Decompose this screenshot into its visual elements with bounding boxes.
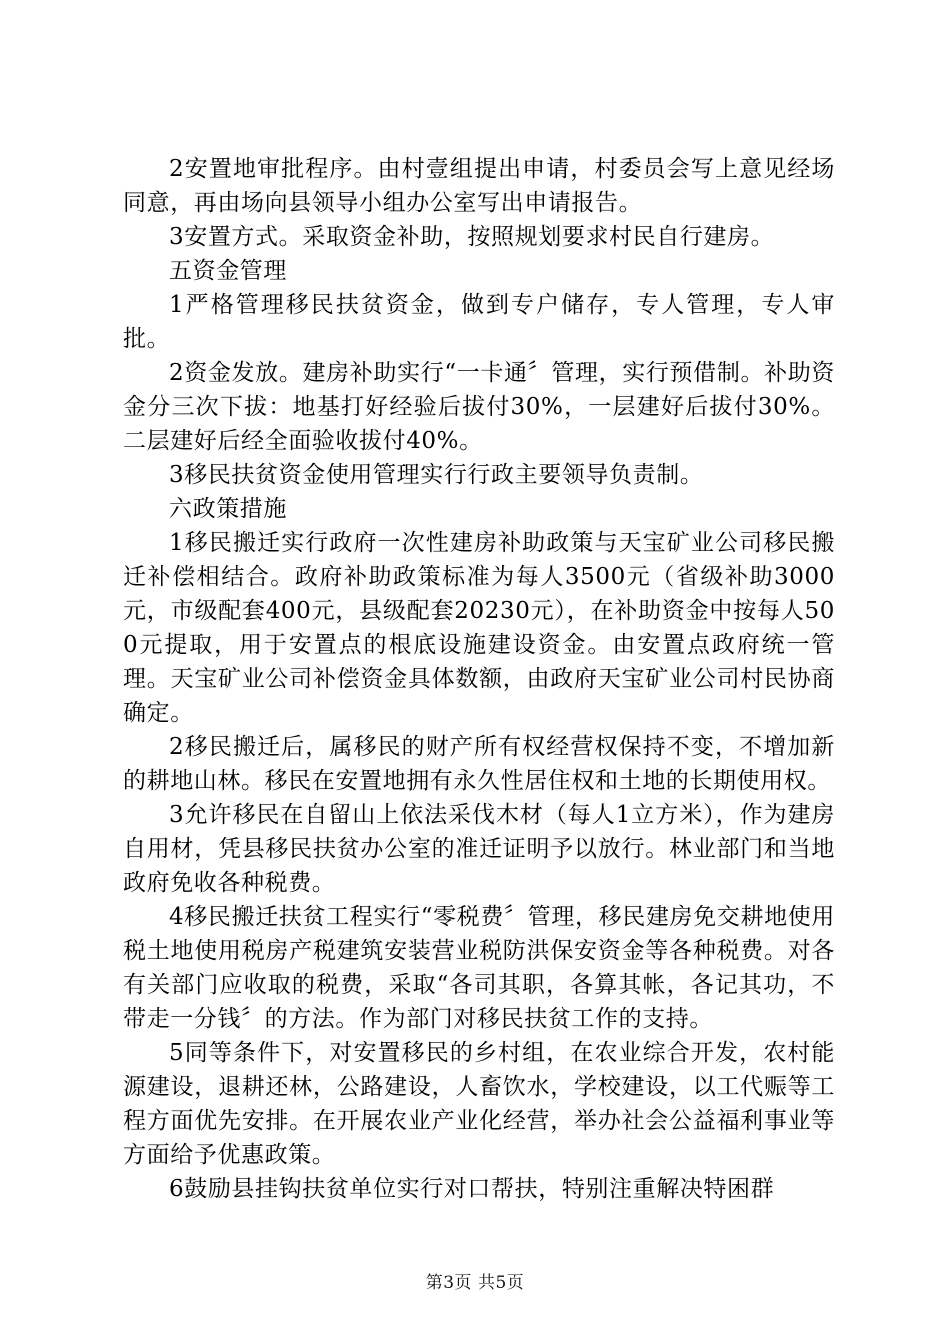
- paragraph-approval-procedure: 2安置地审批程序。由村壹组提出申请，村委员会写上意见经场同意，再由场向县领导小组办公室写出申请报告。: [123, 156, 835, 216]
- paragraph-policy-subsidy: 1移民搬迁实行政府一次性建房补助政策与天宝矿业公司移民搬迁补偿相结合。政府补助政策标准为每人3500元（省级补助3000元，市级配套400元，县级配套20230元），在补助资金中按每人500元提取，用于安置点的根底设施建设资金。由安置点政府统一管理。天宝矿业公司补偿资金具体数额，由政府天宝矿业公司村民协商确定。: [123, 530, 835, 726]
- section-heading-policy-measures: 六政策措施: [169, 496, 287, 522]
- paragraph-fund-responsibility: 3移民扶贫资金使用管理实行行政主要领导负责制。: [169, 462, 704, 488]
- document-body: [123, 152, 835, 1206]
- paragraph-policy-priority: 5同等条件下，对安置移民的乡村组，在农业综合开发，农村能源建设，退耕还林，公路建设，人畜饮水，学校建设，以工代赈等工程方面优先安排。在开展农业产业化经营，举办社会公益福利事业等方面给予优惠政策。: [123, 1040, 835, 1168]
- section-heading-fund-management: 五资金管理: [169, 258, 287, 284]
- paragraph-policy-paired-assistance: 6鼓励县挂钩扶贫单位实行对口帮扶，特别注重解决特困群: [169, 1176, 775, 1202]
- paragraph-policy-property-rights: 2移民搬迁后，属移民的财产所有权经营权保持不变，不增加新的耕地山林。移民在安置地拥有永久性居住权和土地的长期使用权。: [123, 734, 835, 794]
- paragraph-settlement-method: 3安置方式。采取资金补助，按照规划要求村民自行建房。: [169, 224, 775, 250]
- paragraph-fund-disbursement: 2资金发放。建房补助实行“一卡通〞管理，实行预借制。补助资金分三次下拔：地基打好经验后拔付30%，一层建好后拔付30%。二层建好后经全面验收拔付40%。: [123, 360, 835, 454]
- paragraph-policy-timber: 3允许移民在自留山上依法采伐木材（每人1立方米），作为建房自用材，凭县移民扶贫办公室的准迁证明予以放行。林业部门和当地政府免收各种税费。: [123, 802, 835, 896]
- page-footer: 第3页 共5页: [425, 1273, 525, 1293]
- paragraph-fund-strict-management: 1严格管理移民扶贫资金，做到专户储存，专人管理，专人审批。: [123, 292, 835, 352]
- paragraph-policy-zero-tax: 4移民搬迁扶贫工程实行“零税费〞管理，移民建房免交耕地使用税土地使用税房产税建筑安装营业税防洪保安资金等各种税费。对各有关部门应收取的税费，采取“各司其职，各算其帐，各记其功，不带走一分钱〞的方法。作为部门对移民扶贫工作的支持。: [123, 904, 835, 1032]
